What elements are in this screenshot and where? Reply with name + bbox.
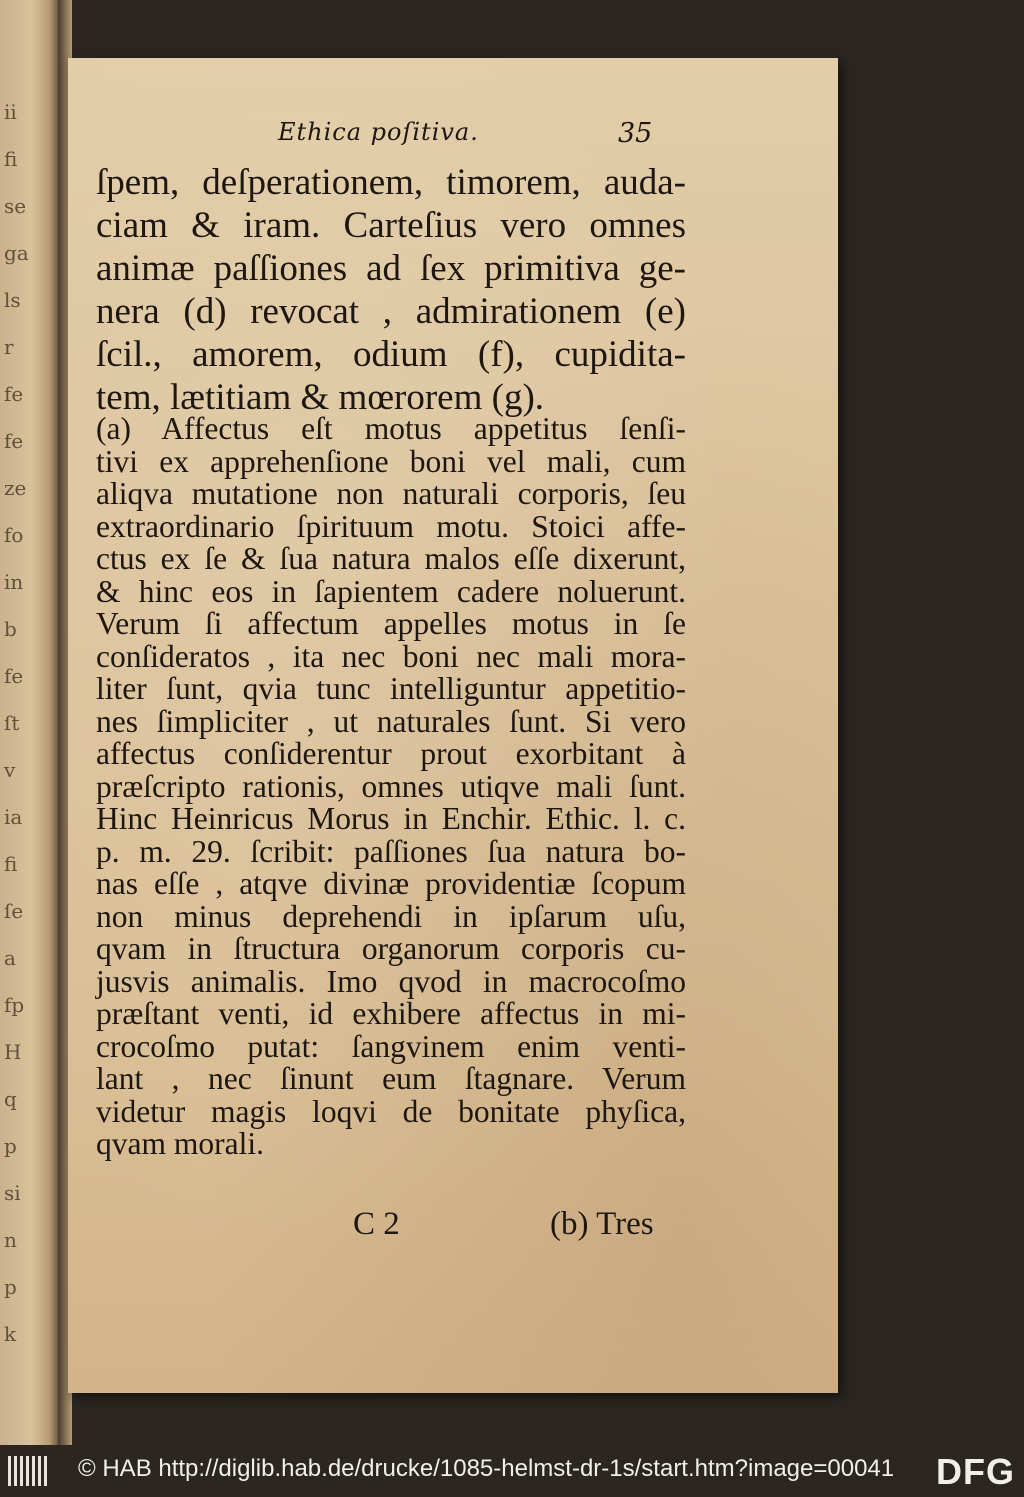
main-text-line: nera (d) revocat , admirationem (e) xyxy=(96,291,686,332)
facing-page-fragment: fe xyxy=(4,664,24,688)
facing-page-fragment: fp xyxy=(4,993,25,1017)
main-text-line: ſpem, deſperationem, timorem, auda- xyxy=(96,162,686,203)
main-text-line: ſcil., amorem, odium (f), cupidita- xyxy=(96,334,686,375)
facing-page-fragment: si xyxy=(4,1181,21,1205)
facing-page-fragment: p xyxy=(4,1275,17,1299)
footnote-line: ctus ex ſe & ſua natura malos eſſe dixerunt, xyxy=(96,541,686,576)
facing-page-fragment: ga xyxy=(4,241,29,265)
facing-page-fragment: a xyxy=(4,946,16,970)
footnote-line: præſcripto rationis, omnes utiqve mali ſunt. xyxy=(96,768,686,804)
footnote-line: videtur magis loqvi de bonitate phyſica, xyxy=(96,1093,686,1129)
viewer-footer xyxy=(0,1445,1024,1497)
facing-page-fragment: k xyxy=(4,1322,17,1346)
facing-page-fragment: H xyxy=(4,1040,22,1064)
facing-page-fragment: q xyxy=(4,1087,17,1111)
main-text-block xyxy=(96,161,686,419)
facing-page-fragment: ſt xyxy=(4,711,20,735)
facing-page-fragment: fi xyxy=(4,147,18,171)
facing-page-fragment: fi xyxy=(4,852,18,876)
signature-mark: C 2 xyxy=(353,1206,400,1242)
facing-page-fragment: ls xyxy=(4,288,21,312)
facing-page-fragment: se xyxy=(4,194,27,218)
footnote-line: liter ſunt, qvia tunc intelliguntur appetitio- xyxy=(96,671,686,706)
footnote-line: aliqva mutatione non naturali corporis, ſeu xyxy=(96,476,686,511)
facing-page-fragment: ze xyxy=(4,476,27,500)
footnote-line: p. m. 29. ſcribit: paſſiones ſua natura bo- xyxy=(96,833,686,869)
footnote-line: non minus deprehendi in ipſarum uſu, xyxy=(96,898,686,934)
facing-page-fragment: fo xyxy=(4,523,24,547)
barcode-icon xyxy=(8,1456,48,1486)
footnote-line: conſideratos , ita nec boni nec mali mora- xyxy=(96,638,686,674)
footnote-line: Hinc Heinricus Morus in Enchir. Ethic. l. c. xyxy=(96,801,686,836)
footnote-line: qvam morali. xyxy=(96,1126,264,1161)
facing-page-fragment: r xyxy=(4,335,14,359)
footnote-line: jusvis animalis. Imo qvod in macrocoſmo xyxy=(96,963,686,999)
facing-page-fragment: ia xyxy=(4,805,23,829)
main-text-line: tem, lætitiam & mœrorem (g). xyxy=(96,377,545,418)
catchword: (b) Tres xyxy=(550,1206,654,1242)
facing-page-fragment: fe xyxy=(4,382,24,406)
book-page xyxy=(68,58,838,1393)
facing-page-fragment: p xyxy=(4,1134,17,1158)
footnote-line: præſtant venti, id exhibere affectus in mi- xyxy=(96,996,686,1031)
footnote-line: Verum ſi affectum appelles motus in ſe xyxy=(96,606,686,641)
facing-page-fragment: b xyxy=(4,617,17,641)
footnote-line: nes ſimpliciter , ut naturales ſunt. Si vero xyxy=(96,703,686,739)
facing-page-fragment: v xyxy=(4,758,16,782)
footnote-line: extraordinario ſpirituum motu. Stoici affe- xyxy=(96,508,686,544)
main-text-line: ciam & iram. Carteſius vero omnes xyxy=(96,205,686,246)
copyright-url[interactable]: © HAB http://diglib.hab.de/drucke/1085-helmst-dr-1s/start.htm?image=00041 xyxy=(78,1455,895,1482)
facing-page-fragment: n xyxy=(4,1228,17,1252)
footnote-line: & hinc eos in ſapientem cadere noluerunt. xyxy=(96,573,686,609)
footnote-line: nas eſſe , atqve divinæ providentiæ ſcopum xyxy=(96,866,686,901)
dfg-logo: DFG xyxy=(936,1451,1015,1492)
facing-page-fragment: in xyxy=(4,570,24,594)
facing-page-edge xyxy=(0,0,58,1445)
facing-page-fragment: fe xyxy=(4,429,24,453)
footnote-line: (a) Affectus eſt motus appetitus ſenſi- xyxy=(96,411,686,446)
footnote-line: crocoſmo putat: ſangvinem enim venti- xyxy=(96,1028,686,1064)
footnote-line: qvam in ſtructura organorum corporis cu- xyxy=(96,931,686,966)
main-text-line: animæ paſſiones ad ſex primitiva ge- xyxy=(96,248,686,289)
facing-page-fragment: ii xyxy=(4,100,17,124)
page-number: 35 xyxy=(618,118,653,149)
facing-page-fragment: ſe xyxy=(4,899,24,923)
footnote-line: lant , nec ſinunt eum ſtagnare. Verum xyxy=(96,1061,686,1096)
footnotes-block xyxy=(96,413,686,1161)
footnote-line: tivi ex apprehenſione boni vel mali, cum xyxy=(96,443,686,479)
footnote-line: affectus conſiderentur prout exorbitant à xyxy=(96,736,686,771)
running-header: Ethica poſitiva. xyxy=(278,118,479,146)
